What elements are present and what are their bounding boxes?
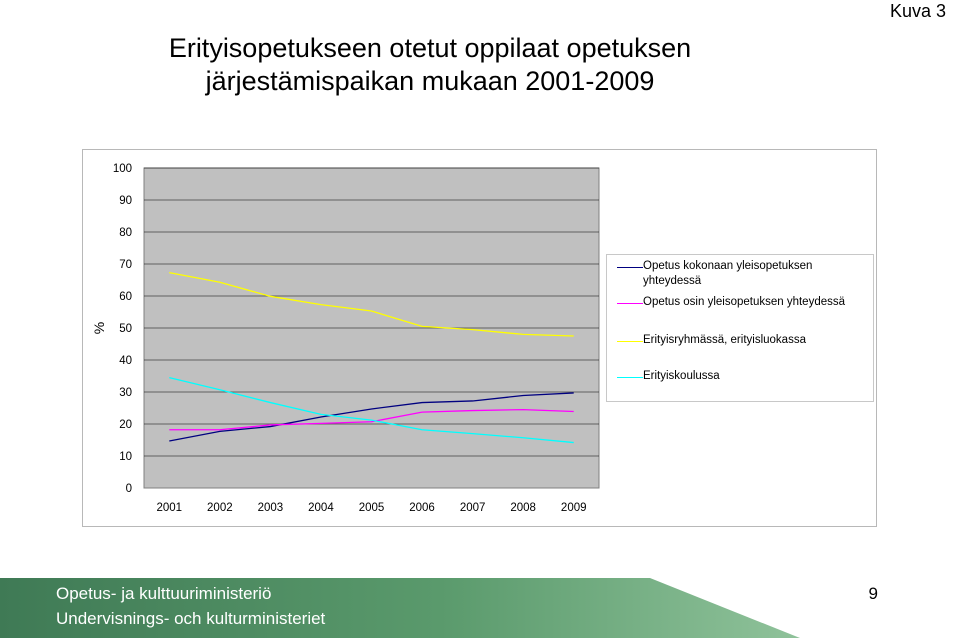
y-axis-label: % bbox=[91, 321, 107, 335]
legend-label: Opetus osin yleisopetuksen yhteydessä bbox=[643, 296, 846, 308]
x-tick-label: 2004 bbox=[308, 502, 334, 514]
legend-swatch bbox=[617, 267, 643, 268]
x-tick-label: 2002 bbox=[207, 502, 233, 514]
x-tick-label: 2005 bbox=[358, 502, 385, 514]
footer bbox=[0, 578, 960, 638]
page-number: 9 bbox=[868, 584, 878, 603]
legend-swatch bbox=[617, 341, 643, 342]
y-tick-label: 20 bbox=[119, 419, 132, 431]
x-tick-label: 2001 bbox=[156, 502, 183, 514]
y-tick-label: 70 bbox=[119, 259, 132, 271]
title-line-1: Erityisopetukseen otetut oppilaat opetuksen bbox=[168, 33, 692, 63]
ministry-name-swedish: Undervisnings- och kulturministeriet bbox=[56, 609, 326, 628]
y-tick-label: 80 bbox=[119, 227, 132, 239]
title-line-2: järjestämispaikan mukaan 2001-2009 bbox=[205, 66, 655, 96]
y-tick-label: 0 bbox=[125, 483, 132, 495]
y-tick-label: 60 bbox=[119, 291, 132, 303]
y-tick-label: 10 bbox=[119, 451, 132, 463]
y-tick-label: 90 bbox=[119, 195, 132, 207]
y-tick-label: 50 bbox=[119, 323, 132, 335]
x-tick-label: 2006 bbox=[409, 502, 435, 514]
figure-label: Kuva 3 bbox=[889, 1, 946, 21]
legend-label: Erityisryhmässä, erityisluokassa bbox=[643, 334, 806, 346]
y-tick-label: 100 bbox=[112, 163, 132, 175]
x-tick-label: 2003 bbox=[257, 502, 284, 514]
ministry-name-finnish: Opetus- ja kulttuuriministeriö bbox=[56, 584, 272, 603]
chart-legend bbox=[606, 254, 874, 402]
y-tick-label: 40 bbox=[119, 355, 132, 367]
legend-swatch bbox=[617, 377, 643, 378]
legend-swatch bbox=[617, 303, 643, 304]
x-tick-label: 2008 bbox=[510, 502, 536, 514]
x-tick-label: 2009 bbox=[560, 502, 587, 514]
y-tick-label: 30 bbox=[119, 387, 132, 399]
legend-label: Opetus kokonaan yleisopetuksen yhteydessä bbox=[643, 260, 813, 287]
x-tick-label: 2007 bbox=[459, 502, 486, 514]
legend-label: Erityiskoulussa bbox=[643, 370, 720, 382]
